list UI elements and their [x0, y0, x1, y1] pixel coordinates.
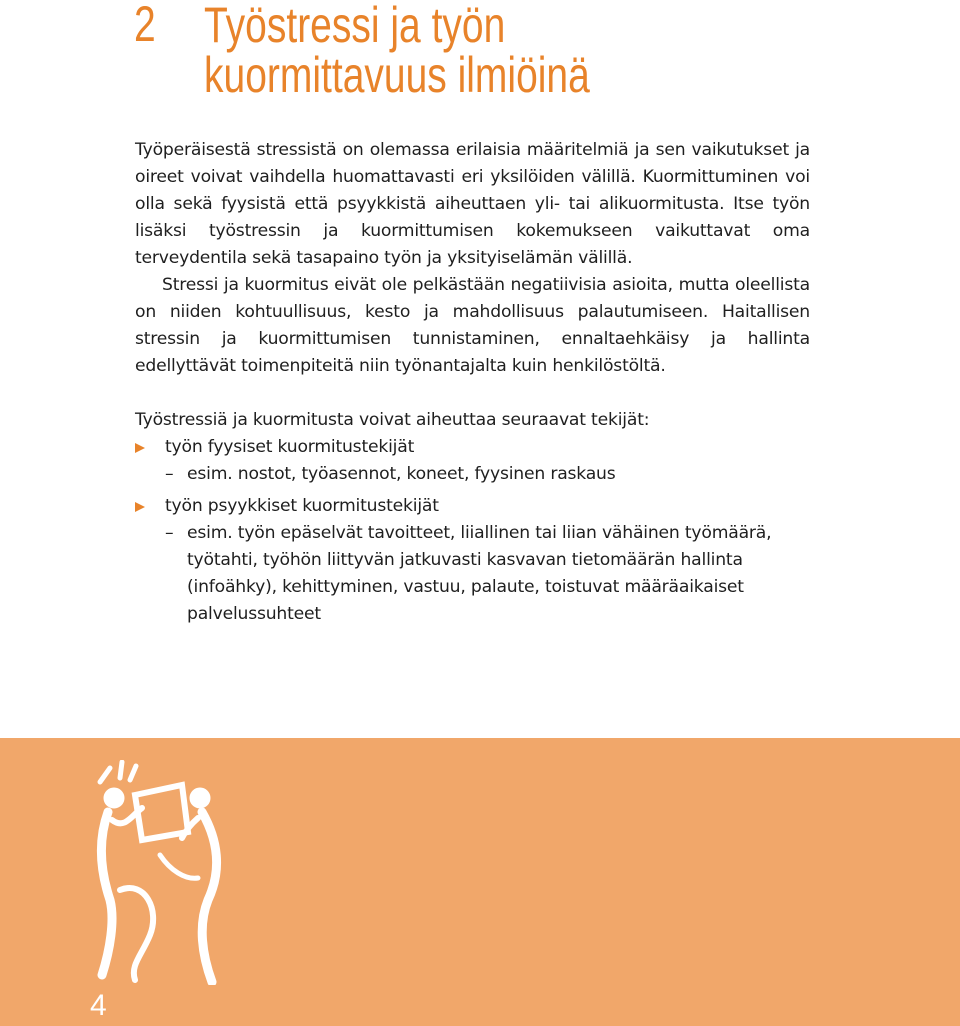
- chapter-title-line-2: kuormittavuus ilmiöinä: [204, 47, 590, 103]
- chapter-number: 2: [134, 0, 156, 52]
- dash-marker: –: [165, 523, 174, 543]
- dash-marker: –: [165, 464, 174, 484]
- list-item-detail: esim. nostot, työasennot, koneet, fyysinen raskaus: [187, 464, 616, 484]
- chapter-title-line-1: Työstressi ja työn: [204, 0, 506, 53]
- second-paragraph: Stressi ja kuormitus eivät ole pelkästään negatiivisia asioita, mutta oleellista on niiden kohtuullisuus, kesto ja mahdollisuus palautumiseen. Haitallisen stressin ja kuormittumisen tunnistaminen, ennaltaehkäisy ja hallinta edellyttävät toimenpiteitä niin työnantajalta kuin henkilöstöltä.: [135, 275, 810, 376]
- list-item-label: työn fyysiset kuormitustekijät: [165, 437, 415, 457]
- list-item-detail: esim. työn epäselvät tavoitteet, liiallinen tai liian vähäinen työmäärä, työtahti, työhön liittyvän jatkuvasti kasvavan tietomäärän hallinta (infoähky), kehittyminen, vastuu, palaute, toistuvat määräaikaiset palvelussuhteet: [187, 523, 772, 624]
- intro-paragraph: Työperäisestä stressistä on olemassa erilaisia määritelmiä ja sen vaikutukset ja oireet voivat vaihdella huomattavasti eri yksilöiden välillä. Kuormittuminen voi olla sekä fyysistä että psyykkistä aiheuttaen yli- tai alikuormitusta. Itse työn lisäksi työstressin ja kuormittumisen kokemukseen vaikuttavat oma terveydentila sekä tasapaino työn ja yksityiselämän välillä.: [135, 140, 810, 268]
- list-lead: Työstressiä ja kuormitusta voivat aiheuttaa seuraavat tekijät:: [135, 410, 650, 430]
- list-item-label: työn psyykkiset kuormitustekijät: [165, 496, 439, 516]
- page-number: 4: [90, 989, 107, 1022]
- figures-illustration-icon: [90, 760, 240, 985]
- arrow-bullet-icon: [135, 502, 145, 512]
- arrow-bullet-icon: [135, 443, 145, 453]
- chapter-title: [204, 0, 590, 103]
